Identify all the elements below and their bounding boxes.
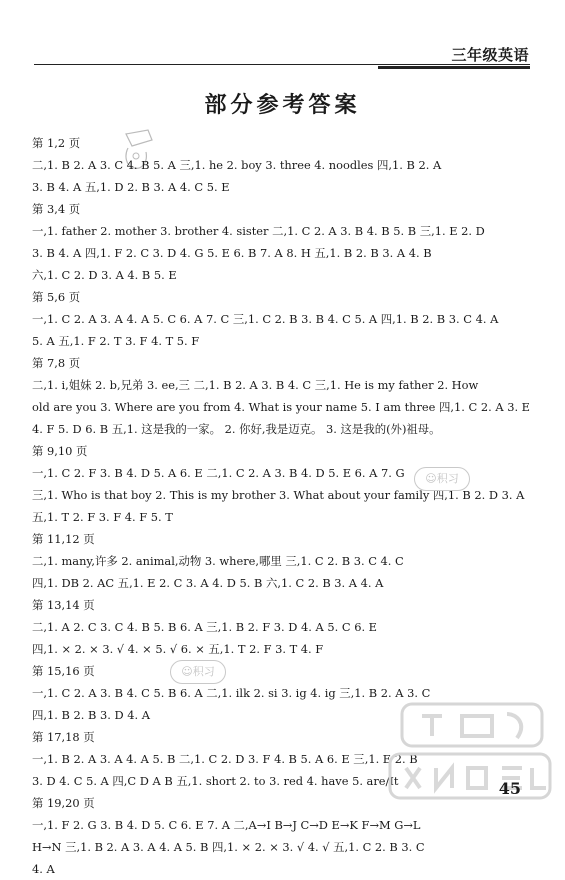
answer-line: 一,1. C 2. A 3. A 4. A 5. C 6. A 7. C 三,1. C 2. B 3. B 4. C 5. A 四,1. B 2. B 3. C 4. A [32,312,499,326]
answer-line: 一,1. C 2. F 3. B 4. D 5. A 6. E 二,1. C 2. A 3. B 4. D 5. E 6. A 7. G [32,466,405,480]
answer-line: 3. B 4. A 五,1. D 2. B 3. A 4. C 5. E [32,180,230,194]
answer-line: 四,1. B 2. B 3. D 4. A [32,708,150,722]
answer-line: 第 19,20 页 [32,796,95,810]
answer-line: 第 1,2 页 [32,136,81,150]
answer-line: 第 13,14 页 [32,598,95,612]
page-title: 部分参考答案 [204,92,361,118]
answer-line: 第 7,8 页 [32,356,81,370]
answer-line: 4. F 5. D 6. B 五,1. 这是我的一家。 2. 你好,我是迈克。 3. 这是我的(外)祖母。 [32,422,441,436]
answer-line: 三,1. Who is that boy 2. This is my brother 3. What about your family 四,1. B 2. D 3. A [32,488,525,502]
site-watermark-logo [382,696,557,806]
answer-line: 四,1. DB 2. AC 五,1. E 2. C 3. A 4. D 5. B 六,1. C 2. B 3. A 4. A [32,576,384,590]
page-number: 45 [498,779,521,798]
answer-line: 一,1. father 2. mother 3. brother 4. sister 二,1. C 2. A 3. B 4. B 5. B 三,1. E 2. D [32,224,485,238]
answer-line: 二,1. i,姐妹 2. b,兄弟 3. ee,三 二,1. B 2. A 3. B 4. C 三,1. He is my father 2. How [32,378,479,392]
answer-line: 5. A 五,1. F 2. T 3. F 4. T 5. F [32,334,200,348]
answer-line: 一,1. C 2. A 3. B 4. C 5. B 6. A 二,1. ilk 2. si 3. ig 4. ig 三,1. B 2. A 3. C [32,686,431,700]
answer-line: 3. D 4. C 5. A 四,C D A B 五,1. short 2. to 3. red 4. have 5. are/It [32,774,399,788]
answer-line: old are you 3. Where are you from 4. What is your name 5. I am three 四,1. C 2. A 3. E [32,400,531,414]
answer-line: 二,1. A 2. C 3. C 4. B 5. B 6. A 三,1. B 2. F 3. D 4. A 5. C 6. E [32,620,378,634]
answer-line: 第 15,16 页 [32,664,95,678]
answer-line: 四,1. × 2. × 3. √ 4. × 5. √ 6. × 五,1. T 2. F 3. T 4. F [32,642,324,656]
answer-line: 六,1. C 2. D 3. A 4. B 5. E [32,268,177,282]
answer-line: 第 17,18 页 [32,730,95,744]
watermark-stamp: ☺积习 [170,660,226,684]
watermark-stamp: ☺积习 [414,467,470,491]
answer-line: H→N 三,1. B 2. A 3. A 4. A 5. B 四,1. × 2. × 3. √ 4. √ 五,1. C 2. B 3. C [32,840,425,854]
answer-line: 一,1. F 2. G 3. B 4. D 5. C 6. E 7. A 二,A→I B→J C→D E→K F→M G→L [32,818,421,832]
answer-line: 一,1. B 2. A 3. A 4. A 5. B 二,1. C 2. D 3. F 4. B 5. A 6. E 三,1. E 2. B [32,752,418,766]
header-rule-thick [378,66,530,69]
answer-line: 二,1. many,许多 2. animal,动物 3. where,哪里 三,1. C 2. B 3. C 4. C [32,554,404,568]
answer-line: 第 3,4 页 [32,202,81,216]
answer-line: 第 5,6 页 [32,290,81,304]
answer-line: 二,1. B 2. A 3. C 4. B 5. A 三,1. he 2. boy 3. three 4. noodles 四,1. B 2. A [32,158,442,172]
answer-line: 3. B 4. A 四,1. F 2. C 3. D 4. G 5. E 6. B 7. A 8. H 五,1. B 2. B 3. A 4. B [32,246,432,260]
answer-line: 第 11,12 页 [32,532,95,546]
answer-line: 五,1. T 2. F 3. F 4. F 5. T [32,510,173,524]
answer-line: 4. A [32,862,55,876]
grade-subject: 三年级英语 [451,46,529,64]
answer-line: 第 9,10 页 [32,444,88,458]
